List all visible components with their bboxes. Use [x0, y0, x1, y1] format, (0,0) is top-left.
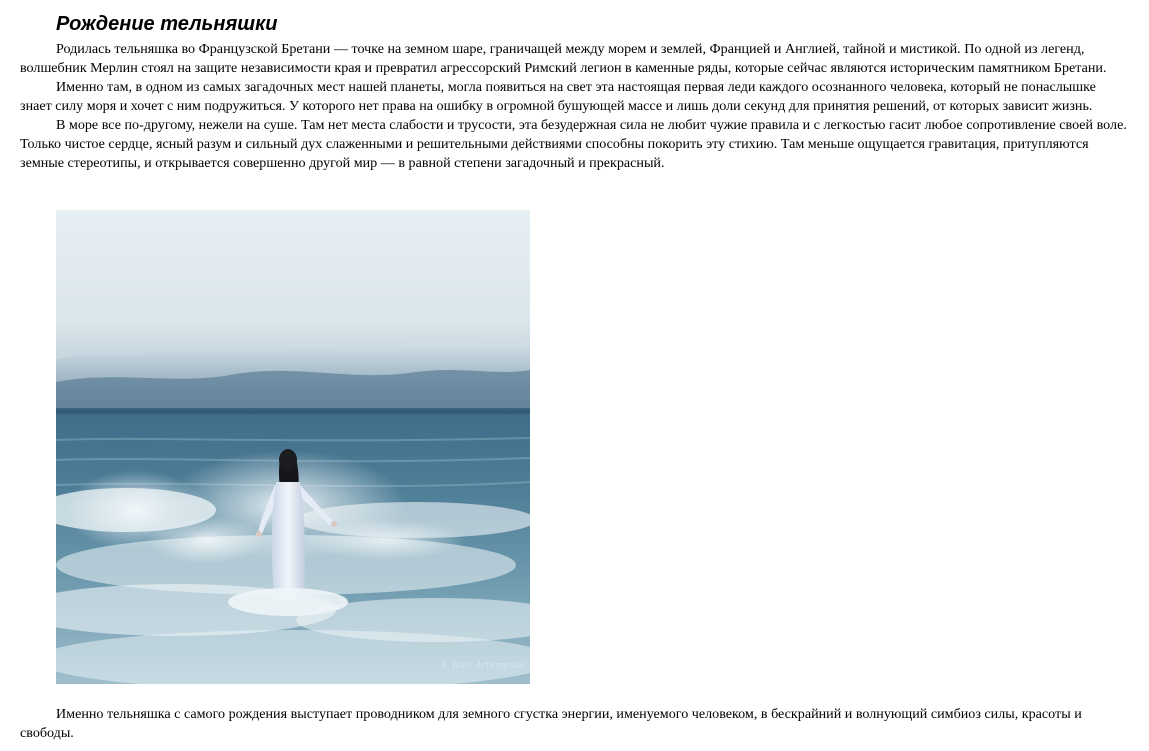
- photo-signature: A. Ruiz Artemenko: [440, 661, 526, 671]
- sea-woman-photo: [56, 210, 530, 684]
- article-closing: [20, 705, 1130, 743]
- article-intro: [20, 40, 1130, 173]
- paragraph-closing: Именно тельняшка с самого рождения выступает проводником для земного сгустка энергии, именуемого человеком, в бескрайний и волнующий симбиоз силы, красоты и свободы.: [20, 706, 1082, 741]
- paragraph-brittany-origin: Родилась тельняшка во Французской Бретани — точке на земном шаре, граничащей между морем и землей, Францией и Англией, тайной и мистикой. По одной из легенд, волшебник Мерлин стоял на защите независимости края и превратил агрессорский Римский легион в каменные ряды, которые сейчас являются историческим памятником Бретани.: [20, 41, 1107, 76]
- paragraph-sea-world: В море все по-другому, нежели на суше. Там нет места слабости и трусости, эта безудержная сила не любит чужие правила и с легкостью гасит любое сопротивление своей воле. Только чистое сердце, ясный разум и сильный дух слаженными и решительными действиями способны покорить эту стихию. Там меньше ощущается гравитация, притупляются земные стереотипы, и открывается совершенно другой мир — в равной степени загадочный и прекрасный.: [20, 117, 1127, 171]
- article-title: Рождение тельняшки: [56, 13, 278, 35]
- paragraph-first-lady: Именно там, в одном из самых загадочных мест нашей планеты, могла появиться на свет эта настоящая первая леди каждого осознанного человека, который не понаслышке знает силу моря и хочет с ним подружиться. У которого нет права на ошибку в огромной бушующей массе и лишь доли секунд для принятия решений, от которых зависит жизнь.: [20, 79, 1096, 114]
